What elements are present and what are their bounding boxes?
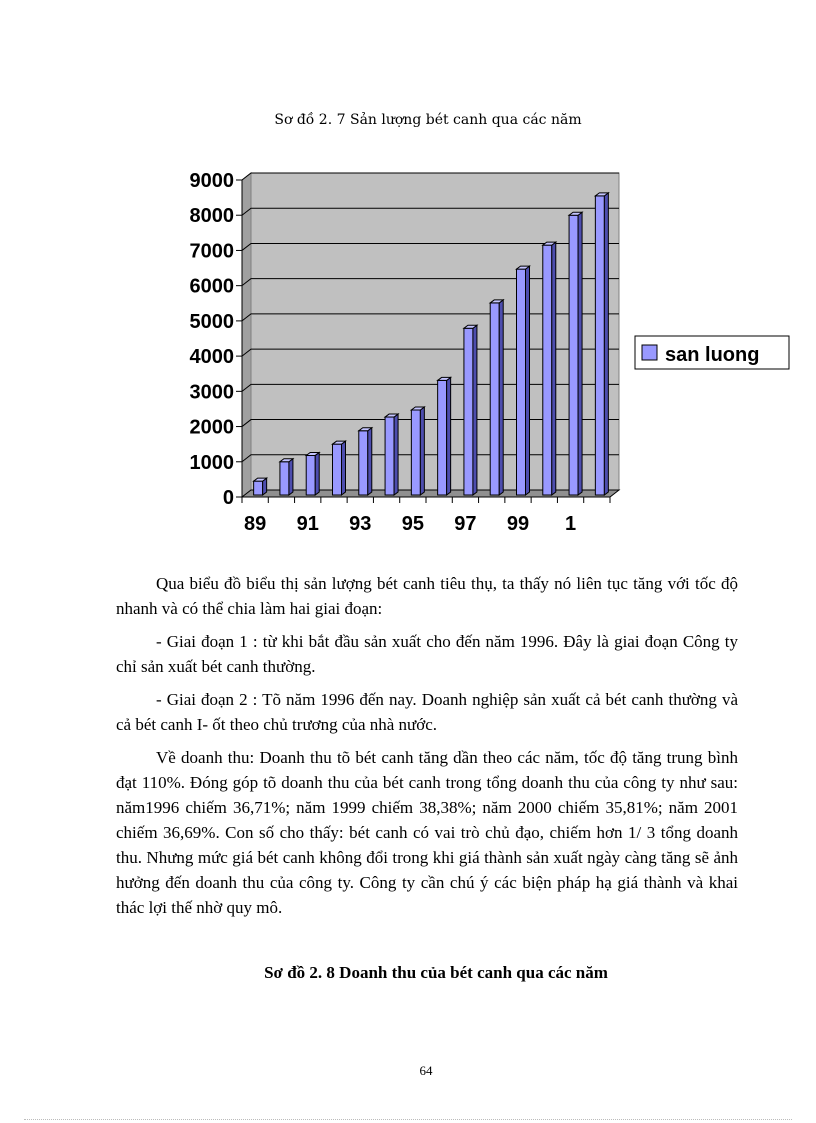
bar-front bbox=[543, 245, 552, 495]
bar-side bbox=[578, 212, 582, 495]
y-tick-label: 8000 bbox=[189, 205, 234, 228]
bar-front bbox=[411, 410, 420, 495]
bar-side bbox=[342, 441, 346, 495]
bar bbox=[569, 212, 582, 495]
bar-front bbox=[438, 380, 447, 495]
x-tick-label: 97 bbox=[454, 513, 477, 535]
bar-side bbox=[526, 266, 530, 495]
bar-front bbox=[490, 303, 499, 495]
y-tick-label: 6000 bbox=[189, 275, 234, 298]
x-tick-label: 93 bbox=[349, 513, 372, 535]
bar-side bbox=[368, 428, 372, 495]
bar bbox=[306, 452, 319, 495]
bar bbox=[438, 377, 451, 495]
bar bbox=[385, 414, 398, 495]
x-tick-label: 99 bbox=[506, 513, 530, 535]
bar-side bbox=[552, 242, 556, 495]
bar bbox=[595, 193, 608, 495]
bar-side bbox=[604, 193, 608, 495]
x-tick-label: 89 bbox=[244, 513, 267, 535]
bar bbox=[280, 459, 293, 495]
bar-side bbox=[473, 325, 477, 495]
bar-side bbox=[289, 459, 293, 495]
bar bbox=[517, 266, 530, 495]
paragraph: - Giai đoạn 1 : từ khi bắt đầu sản xuất cho đến năm 1996. Đây là giai đoạn Công ty chỉ sản xuất bét canh thường. bbox=[116, 632, 738, 676]
section-title: Sơ đồ 2. 8 Doanh thu của bét canh qua các năm bbox=[264, 963, 608, 982]
paragraph: Qua biểu đồ biểu thị sản lượng bét canh tiêu thụ, ta thấy nó liên tục tăng với tốc độ nhanh và có thể chia làm hai giai đoạn: bbox=[116, 574, 738, 618]
plot-back-wall bbox=[251, 173, 619, 490]
y-tick-label: 4000 bbox=[189, 346, 234, 369]
chart-legend bbox=[635, 336, 789, 369]
y-tick-label: 2000 bbox=[189, 416, 234, 439]
bar-front bbox=[254, 481, 263, 495]
bar-side bbox=[394, 414, 398, 495]
bar bbox=[543, 242, 556, 495]
bar-side bbox=[447, 377, 451, 495]
bar-front bbox=[464, 328, 473, 495]
bar-front bbox=[280, 462, 289, 495]
bar bbox=[254, 478, 267, 495]
footer-divider bbox=[24, 1119, 792, 1120]
bar-front bbox=[385, 417, 394, 495]
page-number: 64 bbox=[419, 1063, 433, 1078]
x-tick-label: 1 bbox=[565, 513, 577, 535]
bar-front bbox=[517, 269, 526, 495]
bar-front bbox=[333, 444, 342, 495]
bar bbox=[490, 300, 503, 495]
production-bar-chart bbox=[0, 0, 816, 560]
figure-title: Sơ đồ 2. 7 Sản lượng bét canh qua các năm bbox=[274, 112, 582, 128]
legend-swatch bbox=[642, 345, 657, 360]
y-tick-label: 1000 bbox=[189, 451, 234, 474]
bar-front bbox=[359, 431, 368, 495]
y-tick-label: 5000 bbox=[189, 310, 234, 333]
bar bbox=[333, 441, 346, 495]
bar-front bbox=[306, 455, 315, 495]
bar-front bbox=[569, 215, 578, 495]
legend-label: san luong bbox=[665, 344, 760, 366]
bar-side bbox=[499, 300, 503, 495]
bar-side bbox=[315, 452, 319, 495]
plot-side-wall bbox=[242, 173, 251, 497]
body-text bbox=[116, 571, 738, 928]
y-tick-label: 9000 bbox=[189, 170, 234, 192]
bar-side bbox=[420, 407, 424, 495]
bar-front bbox=[595, 196, 604, 495]
y-tick-label: 7000 bbox=[189, 240, 234, 263]
bar bbox=[359, 428, 372, 495]
paragraph: Về doanh thu: Doanh thu tõ bét canh tăng dần theo các năm, tốc độ tăng trung bình đạt 110%. Đóng góp tõ doanh thu của bét canh trong tổng doanh thu của công ty như sau: năm1996 chiếm 36,71%; năm 1999 chiếm 38,38%; năm 2000 chiếm 35,81%; năm 2001 chiếm 36,69%. Con số cho thấy: bét canh có vai trò chủ đạo, chiếm hơn 1/ 3 tổng doanh thu. Nhưng mức giá bét canh không đổi trong khi giá thành sản xuất ngày càng tăng sẽ ảnh hưởng đến doanh thu của công ty. Công ty cần chú ý các biện pháp hạ giá thành và khai thác lợi thế nhờ quy mô. bbox=[116, 748, 738, 917]
bar bbox=[464, 325, 477, 495]
plot-floor bbox=[242, 490, 619, 497]
x-tick-label: 91 bbox=[296, 513, 319, 535]
y-tick-label: 0 bbox=[222, 487, 234, 509]
bar bbox=[411, 407, 424, 495]
paragraph: - Giai đoạn 2 : Tõ năm 1996 đến nay. Doanh nghiệp sản xuất cả bét canh thường và cả bét canh I- ốt theo chủ trương của nhà nước. bbox=[116, 690, 738, 734]
x-tick-label: 95 bbox=[401, 513, 424, 535]
y-tick-label: 3000 bbox=[189, 381, 234, 404]
